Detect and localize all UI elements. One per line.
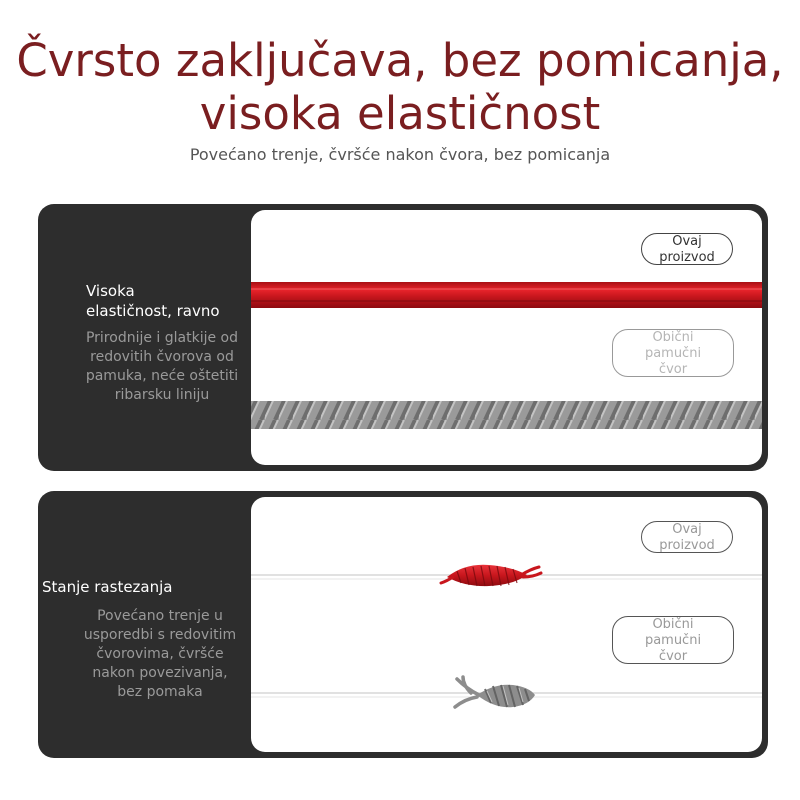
stretch-label-common-knot [612, 616, 734, 664]
elasticity-title-line-2: elastičnost, ravno [86, 302, 220, 320]
elasticity-desc-line-2: redovitih čvorova od [90, 349, 234, 365]
stretch-label-our-product-line-2: proizvod [659, 538, 715, 553]
stretch-panel [38, 491, 768, 758]
stretch-label-common-knot-line-2: pamučni [644, 633, 702, 648]
elasticity-desc-line-3: pamuka, neće oštetiti [85, 368, 239, 384]
elasticity-panel [38, 204, 768, 471]
red-elastic-line [251, 282, 762, 308]
stretch-label-our-product [641, 521, 733, 553]
stretch-label-common-knot-line-1: Obični [652, 617, 694, 632]
gray-cotton-rope [251, 401, 762, 429]
label-common-knot-line-1: Obični [652, 330, 694, 345]
label-common-knot [612, 329, 734, 377]
stretch-description [48, 607, 272, 702]
elasticity-desc-line-4: ribarsku liniju [114, 387, 210, 403]
stretch-side-text [38, 491, 250, 758]
elasticity-illustration [251, 210, 762, 465]
title-line-1: Čvrsto zaključava, bez pomicanja, [16, 34, 784, 87]
stretch-desc-line-3: čvorovima, čvršće [96, 646, 224, 662]
stretch-desc-line-5: bez pomaka [117, 684, 203, 700]
elasticity-title-line-1: Visoka [86, 282, 135, 300]
elasticity-desc-line-1: Prirodnije i glatkije od [85, 330, 239, 346]
stretch-illustration [251, 497, 762, 752]
label-common-knot-line-2: pamučni [644, 346, 702, 361]
elasticity-description [50, 329, 274, 405]
red-stretched-knot [441, 565, 541, 586]
stretch-title: Stanje rastezanja [42, 578, 173, 596]
gray-cotton-knot [455, 677, 535, 707]
stretch-desc-line-4: nakon povezivanja, [92, 665, 228, 681]
title-line-2: visoka elastičnost [199, 87, 601, 140]
stretch-label-our-product-line-1: Ovaj [672, 522, 702, 537]
stretch-label-common-knot-line-3: čvor [658, 649, 688, 664]
stretch-desc-line-2: usporedbi s redovitim [83, 627, 237, 643]
label-our-product [641, 233, 733, 265]
elasticity-side-text [38, 204, 250, 471]
label-our-product-line-1: Ovaj [672, 234, 702, 249]
page-title [0, 34, 800, 140]
label-common-knot-line-3: čvor [658, 362, 688, 377]
page-subtitle: Povećano trenje, čvršće nakon čvora, bez pomicanja [189, 145, 611, 164]
label-our-product-line-2: proizvod [659, 250, 715, 265]
stretch-desc-line-1: Povećano trenje u [97, 608, 223, 624]
elasticity-title [86, 281, 220, 321]
